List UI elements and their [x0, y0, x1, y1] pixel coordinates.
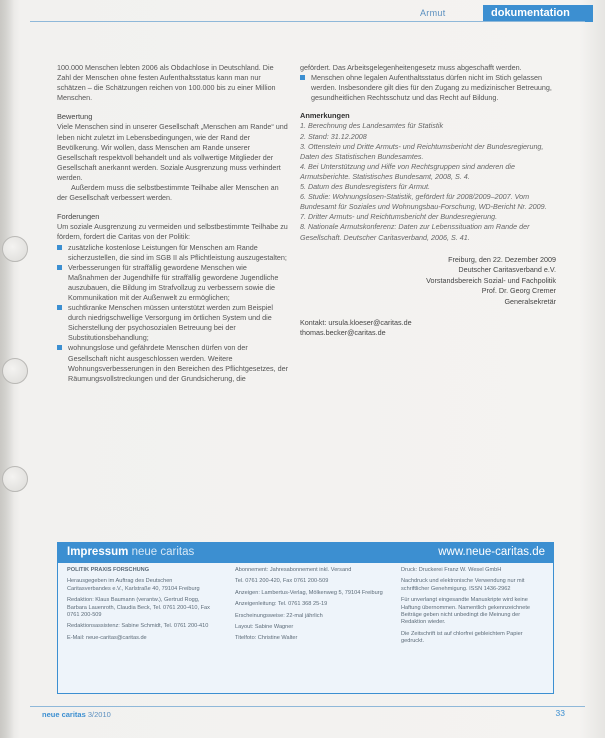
contact-block — [300, 318, 556, 338]
notes-list — [300, 121, 556, 242]
impressum-line: Layout: Sabine Wagner — [235, 624, 294, 631]
impressum-column-3 — [401, 567, 546, 650]
footer-rule — [30, 706, 585, 707]
note-item: 4. Bei Unterstützung und Hilfe von Rechtsgruppen sind anderen die Armutsberichte. Statistisches Bundesamt, 2008, S. 4. — [300, 161, 515, 181]
list-item: zusätzliche kostenlose Leistungen für Menschen am Rande sicherzustellen, die sind im SGB II als Pflichtleistung auszugestalten; — [57, 243, 289, 263]
header-rule — [30, 21, 585, 22]
list-item: Menschen ohne legalen Aufenthaltsstatus dürfen nicht im Stich gelassen werden. Insbesondere gilt dies für den Zugang zu medizinischer Betreuung, gesundheitlichen Rechtsschutz und das Recht auf Bildung. — [300, 73, 556, 103]
list-item: wohnungslose und gefährdete Menschen dürfen von der Gesellschaft nicht ausgeschlossen werden. Weitere Wohnungsverbesserungen in den Bereichen des Pflichtgesetzes, der Räumungsvollstreckungen und der Grundsicherung, die — [57, 343, 289, 383]
page-number: 33 — [555, 708, 565, 718]
bewertung-paragraph-2: Außerdem muss die selbstbestimmte Teilhabe aller Menschen an der Gesellschaft verbessert werden. — [57, 183, 279, 203]
contact-email-2[interactable]: thomas.becker@caritas.de — [300, 327, 386, 337]
impressum-title-light: neue caritas — [131, 546, 195, 558]
impressum-line: Die Zeitschrift ist auf chlorfrei gebleichtem Papier gedruckt. — [401, 630, 523, 645]
heading-bewertung: Bewertung — [57, 112, 93, 122]
right-column — [300, 63, 556, 338]
signature-role: Generalsekretär — [504, 296, 556, 306]
signature-date: Freiburg, den 22. Dezember 2009 — [448, 254, 556, 264]
impressum-line: Titelfoto: Christine Walter — [235, 635, 298, 642]
bewertung-paragraph: Viele Menschen sind in unserer Gesellschaft „Menschen am Rande“ und leben nicht zuletzt im Lebensbedingungen, wie der Rand der Bevölkerung. Wir wollen, dass Menschen am Rande unserer Gesellschaft respektvoll behandelt und als vollwertige Mitglieder der Gesellschaft anerkannt werden. Soziale Ausgrenzung muss verhindert werden. — [57, 122, 288, 182]
forderungen-list — [57, 243, 289, 384]
impressum-line: Anzeigenleitung: Tel. 0761 368 25-19 — [235, 601, 328, 608]
note-item: 3. Ottenstein und Dritte Armuts- und Reichtumsbericht der Bundesregierung, Daten des Statistischen Bundesamtes. — [300, 141, 544, 161]
footer-issue: 3/2010 — [87, 710, 111, 719]
list-item: Verbesserungen für straffällig gewordene Menschen wie Maßnahmen der Jugendhilfe für straffällig gewordene Jugendliche auszubauen, die Bildung im Strafvollzug zu verbessern sowie die Kommunikation mit der Außenwelt zu ermöglichen; — [57, 263, 289, 303]
note-item: 1. Berechnung des Landesamtes für Statistik — [300, 121, 444, 131]
impressum-line: Erscheinungsweise: 22-mal jährlich — [235, 612, 323, 619]
signature-dept: Vorstandsbereich Sozial- und Fachpolitik — [426, 275, 556, 285]
section-tab: dokumentation — [483, 5, 593, 22]
right-list — [300, 73, 556, 103]
note-item: 7. Dritter Armuts- und Reichtumsbericht der Bundesregierung. — [300, 212, 498, 222]
impressum-line: Redaktionsassistenz: Sabine Schmidt, Tel. 0761 200-410 — [67, 623, 209, 630]
signature-block — [300, 255, 556, 308]
binder-hole — [2, 466, 28, 492]
binder-hole — [2, 358, 28, 384]
forderungen-intro: Um soziale Ausgrenzung zu vermeiden und selbstbestimmte Teilhabe zu fördern, fordert die Caritas von der Politik: — [57, 222, 288, 242]
heading-forderungen: Forderungen — [57, 212, 100, 222]
list-item: suchtkranke Menschen müssen unterstützt werden zum Beispiel durch niedrigschwellige Versorgung im örtlichen System und die Sicherstellung der psychosozialen Betreuung bei der Substitutionsbehandlung; — [57, 303, 289, 343]
impressum-title-bold: Impressum — [67, 546, 129, 558]
note-item: 6. Studie: Wohnungslosen-Statistik, gefördert für 2008/2009–2007. Vom Bundesamt für Soziales und Wohnungsbau-Forschung, WD-Bericht Nr. 2009. — [300, 192, 547, 212]
binder-hole — [2, 236, 28, 262]
continuation-paragraph: gefördert. Das Arbeitsgelegenheitengesetz muss abgeschafft werden. — [300, 63, 522, 72]
notes-heading: Anmerkungen — [300, 111, 350, 121]
section-label: Armut — [420, 8, 446, 18]
impressum-line: Abonnement: Jahresabonnement inkl. Versand — [235, 567, 352, 573]
footer-magazine — [42, 710, 111, 719]
intro-paragraph: 100.000 Menschen lebten 2006 als Obdachlose in Deutschland. Die Zahl der Menschen ohne festen Aufenthaltsstatus kann man nur schätzen – die Schätzungen reichen von 100.000 bis zu einer Million Menschen. — [57, 63, 276, 103]
impressum-column-1 — [67, 567, 217, 646]
signature-name: Prof. Dr. Georg Cremer — [481, 286, 556, 296]
impressum-line: Herausgegeben im Auftrag des Deutschen Caritasverbandes e.V., Karlstraße 40, 79104 Freiburg — [67, 578, 200, 592]
impressum-line: Tel. 0761 200-420, Fax 0761 200-509 — [235, 578, 329, 585]
impressum-box — [57, 542, 554, 694]
impressum-line: Anzeigen: Lambertus-Verlag, Mölkenweg 5, 79104 Freiburg — [235, 589, 383, 596]
footer-magazine-name: neue caritas — [42, 710, 86, 719]
impressum-line: E-Mail: neue-caritas@caritas.de — [67, 634, 147, 641]
impressum-title — [67, 546, 194, 558]
contact-email-1[interactable]: Kontakt: ursula.kloeser@caritas.de — [300, 317, 412, 327]
impressum-header — [58, 543, 553, 563]
impressum-url[interactable]: www.neue-caritas.de — [438, 546, 545, 558]
note-item: 8. Nationale Armutskonferenz: Daten zur Lebenssituation am Rande der Gesellschaft. Deutscher Caritasverband, 2006, S. 41. — [300, 222, 530, 242]
signature-org: Deutscher Caritasverband e.V. — [458, 265, 556, 275]
impressum-line: Nachdruck und elektronische Verwendung nur mit schriftlicher Genehmigung. ISSN 1436-2962 — [401, 578, 525, 592]
note-item: 5. Datum des Bundesregisters für Armut. — [300, 182, 430, 192]
impressum-line: Für unverlangt eingesandte Manuskripte wird keine Haftung übernommen. Namentlich gekennzeichnete Beiträge geben nicht unbedingt die Meinung der Redaktion wieder. — [401, 597, 531, 626]
left-column — [57, 63, 289, 384]
impressum-column-2 — [235, 567, 385, 647]
impressum-line: Redaktion: Klaus Baumann (verantw.), Gertrud Rogg, Barbara Lauenroth, Claudia Beck, Tel. 0761 200-410, Fax 0761 200-509 — [67, 597, 210, 619]
impressum-line: Druck: Druckerei Franz W. Wesel GmbH — [401, 567, 502, 573]
impressum-line: POLITIK PRAXIS FORSCHUNG — [67, 567, 150, 573]
note-item: 2. Stand: 31.12.2008 — [300, 131, 367, 141]
